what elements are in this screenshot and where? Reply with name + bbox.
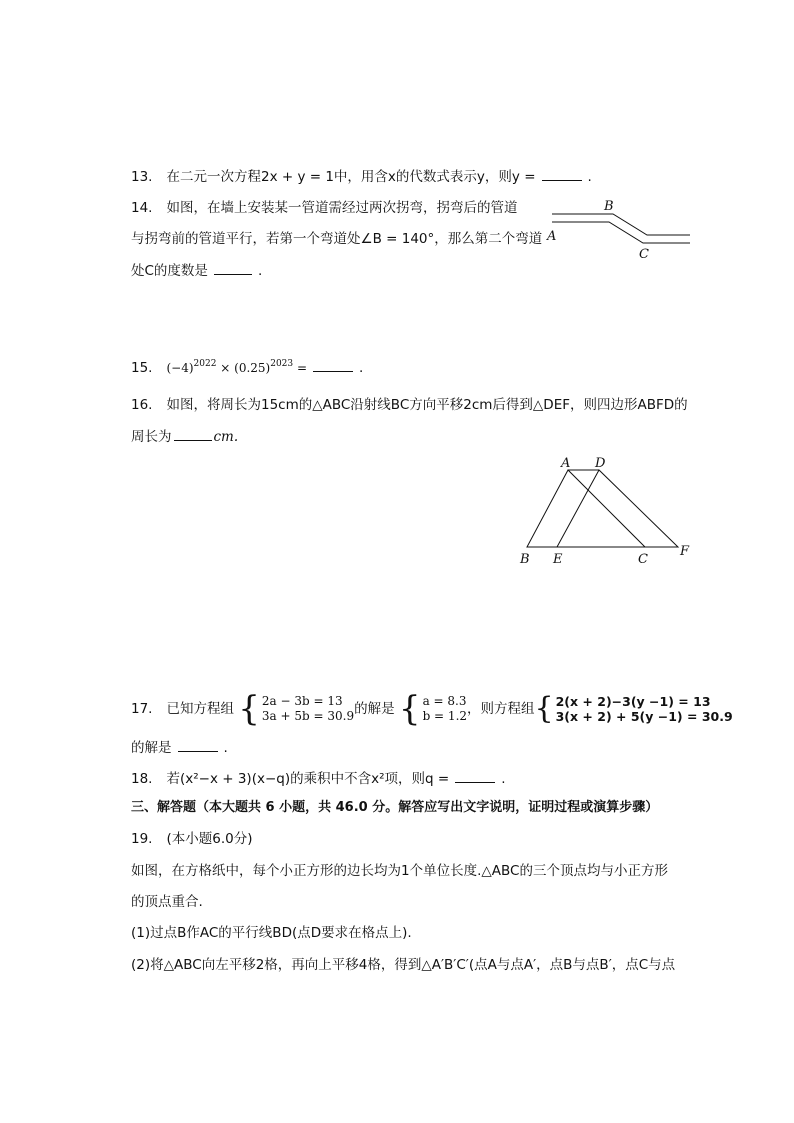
question-19-line4: (2)将△ABC向左平移2格，再向上平移4格，得到△A′B′C′(点A与点A′，点B与点B′，点C与点 [131,957,676,973]
question-13-text: 在二元一次方程2x + y = 1中，用含x的代数式表示y，则y = [166,169,536,185]
pipe-lower-line [552,222,690,243]
pipe-figure [545,196,695,262]
system-1-row-1: 2a − 3b = 13 [261,694,343,708]
system-2-row-2: 3(x + 2) + 5(y −1) = 30.9 [555,709,733,724]
question-19-line1: 如图，在方格纸中，每个小正方形的边长均为1个单位长度.△ABC的三个顶点均与小正方形 [131,863,668,879]
question-14-line2 [131,229,542,249]
question-19-score: (本小题6.0分) [166,831,253,847]
question-16-text-1: 如图，将周长为15cm的△ABC沿射线BC方向平移2cm后得到△DEF，则四边形ABFD的 [166,397,688,413]
system-1-row-2: 3a + 5b = 30.9 [261,709,355,723]
answer-blank-18[interactable] [455,768,495,783]
solution-row-2: b = 1.2 [422,709,468,723]
question-18 [131,768,505,789]
question-16-number: 16. [131,397,153,413]
question-16-line1 [131,395,688,415]
question-18-text: 若(x²−x + 3)(x−q)的乘积中不含x²项，则q = [166,771,450,787]
triangle-abc [527,470,645,547]
question-17-line1 [131,690,733,728]
question-19-line2: 的顶点重合. [131,894,203,910]
triangle-label-c: C [638,552,648,567]
question-13-end: . [587,169,592,185]
question-17-line2 [131,737,228,758]
answer-blank-15[interactable] [313,357,353,372]
section-3-title: 三、解答题（本大题共 6 小题，共 46.0 分。解答应写出文字说明，证明过程或演算步骤） [131,800,659,815]
triangle-label-e: E [553,552,563,567]
brace-2: { [398,689,421,729]
question-13 [131,166,592,187]
answer-blank-16[interactable] [174,426,212,441]
question-15-expression [166,361,307,375]
question-15-exponent1: 2022 [193,359,217,369]
question-16-unit: cm. [213,429,239,445]
pipe-label-b: B [604,199,614,214]
question-13-number: 13. [131,169,153,185]
question-19-header [131,829,253,849]
question-15 [131,357,363,380]
brace-3: { [534,691,554,726]
question-14-text-3: 处C的度数是 [131,263,208,279]
question-16-line2 [131,426,238,447]
solution-system [398,689,468,729]
question-17-text-3: ，则方程组 [467,701,535,717]
triangle-figure [515,455,695,570]
question-15-end: . [359,360,364,376]
triangle-def [557,470,678,547]
answer-blank-13[interactable] [542,166,582,181]
question-15-base2: × (0.25) [216,361,271,375]
answer-blank-17[interactable] [178,737,218,752]
solution-row-1: a = 8.3 [422,694,467,708]
question-18-end: . [501,771,506,787]
question-17-end: . [223,740,228,756]
triangle-label-a: A [561,456,571,471]
question-18-number: 18. [131,771,153,787]
question-14-text-2: 与拐弯前的管道平行，若第一个弯道处∠B = 140°，那么第二个弯道 [131,231,543,247]
question-15-base1: (−4) [166,361,194,375]
question-19-number: 19. [131,831,153,847]
pipe-upper-line [552,214,690,235]
question-17-number: 17. [131,701,153,717]
brace-1: { [238,689,260,729]
question-14-number: 14. [131,200,153,216]
pipe-label-a: A [547,229,557,244]
equation-system-2 [535,692,733,726]
question-14-line1 [131,198,517,218]
question-15-number: 15. [131,360,153,376]
question-15-exponent2: 2023 [270,359,294,369]
question-17-text-1: 已知方程组 [166,701,234,717]
question-14-text-1: 如图，在墙上安装某一管道需经过两次拐弯，拐弯后的管道 [166,200,518,216]
question-19-line3: (1)过点B作AC的平行线BD(点D要求在格点上). [131,925,412,941]
question-15-equals: = [293,361,307,375]
answer-blank-14[interactable] [214,260,252,275]
question-14-end: . [257,263,263,279]
system-2-row-1: 2(x + 2)−3(y −1) = 13 [555,694,711,709]
triangle-label-b: B [520,552,530,567]
triangle-label-f: F [680,544,690,559]
question-14-line3 [131,260,262,281]
question-16-text-2: 周长为 [131,429,172,445]
equation-system-1 [238,689,355,729]
question-17-text-2: 的解是 [354,701,395,717]
triangle-label-d: D [595,456,606,471]
pipe-label-c: C [639,247,649,262]
question-17-text-4: 的解是 [131,740,172,756]
